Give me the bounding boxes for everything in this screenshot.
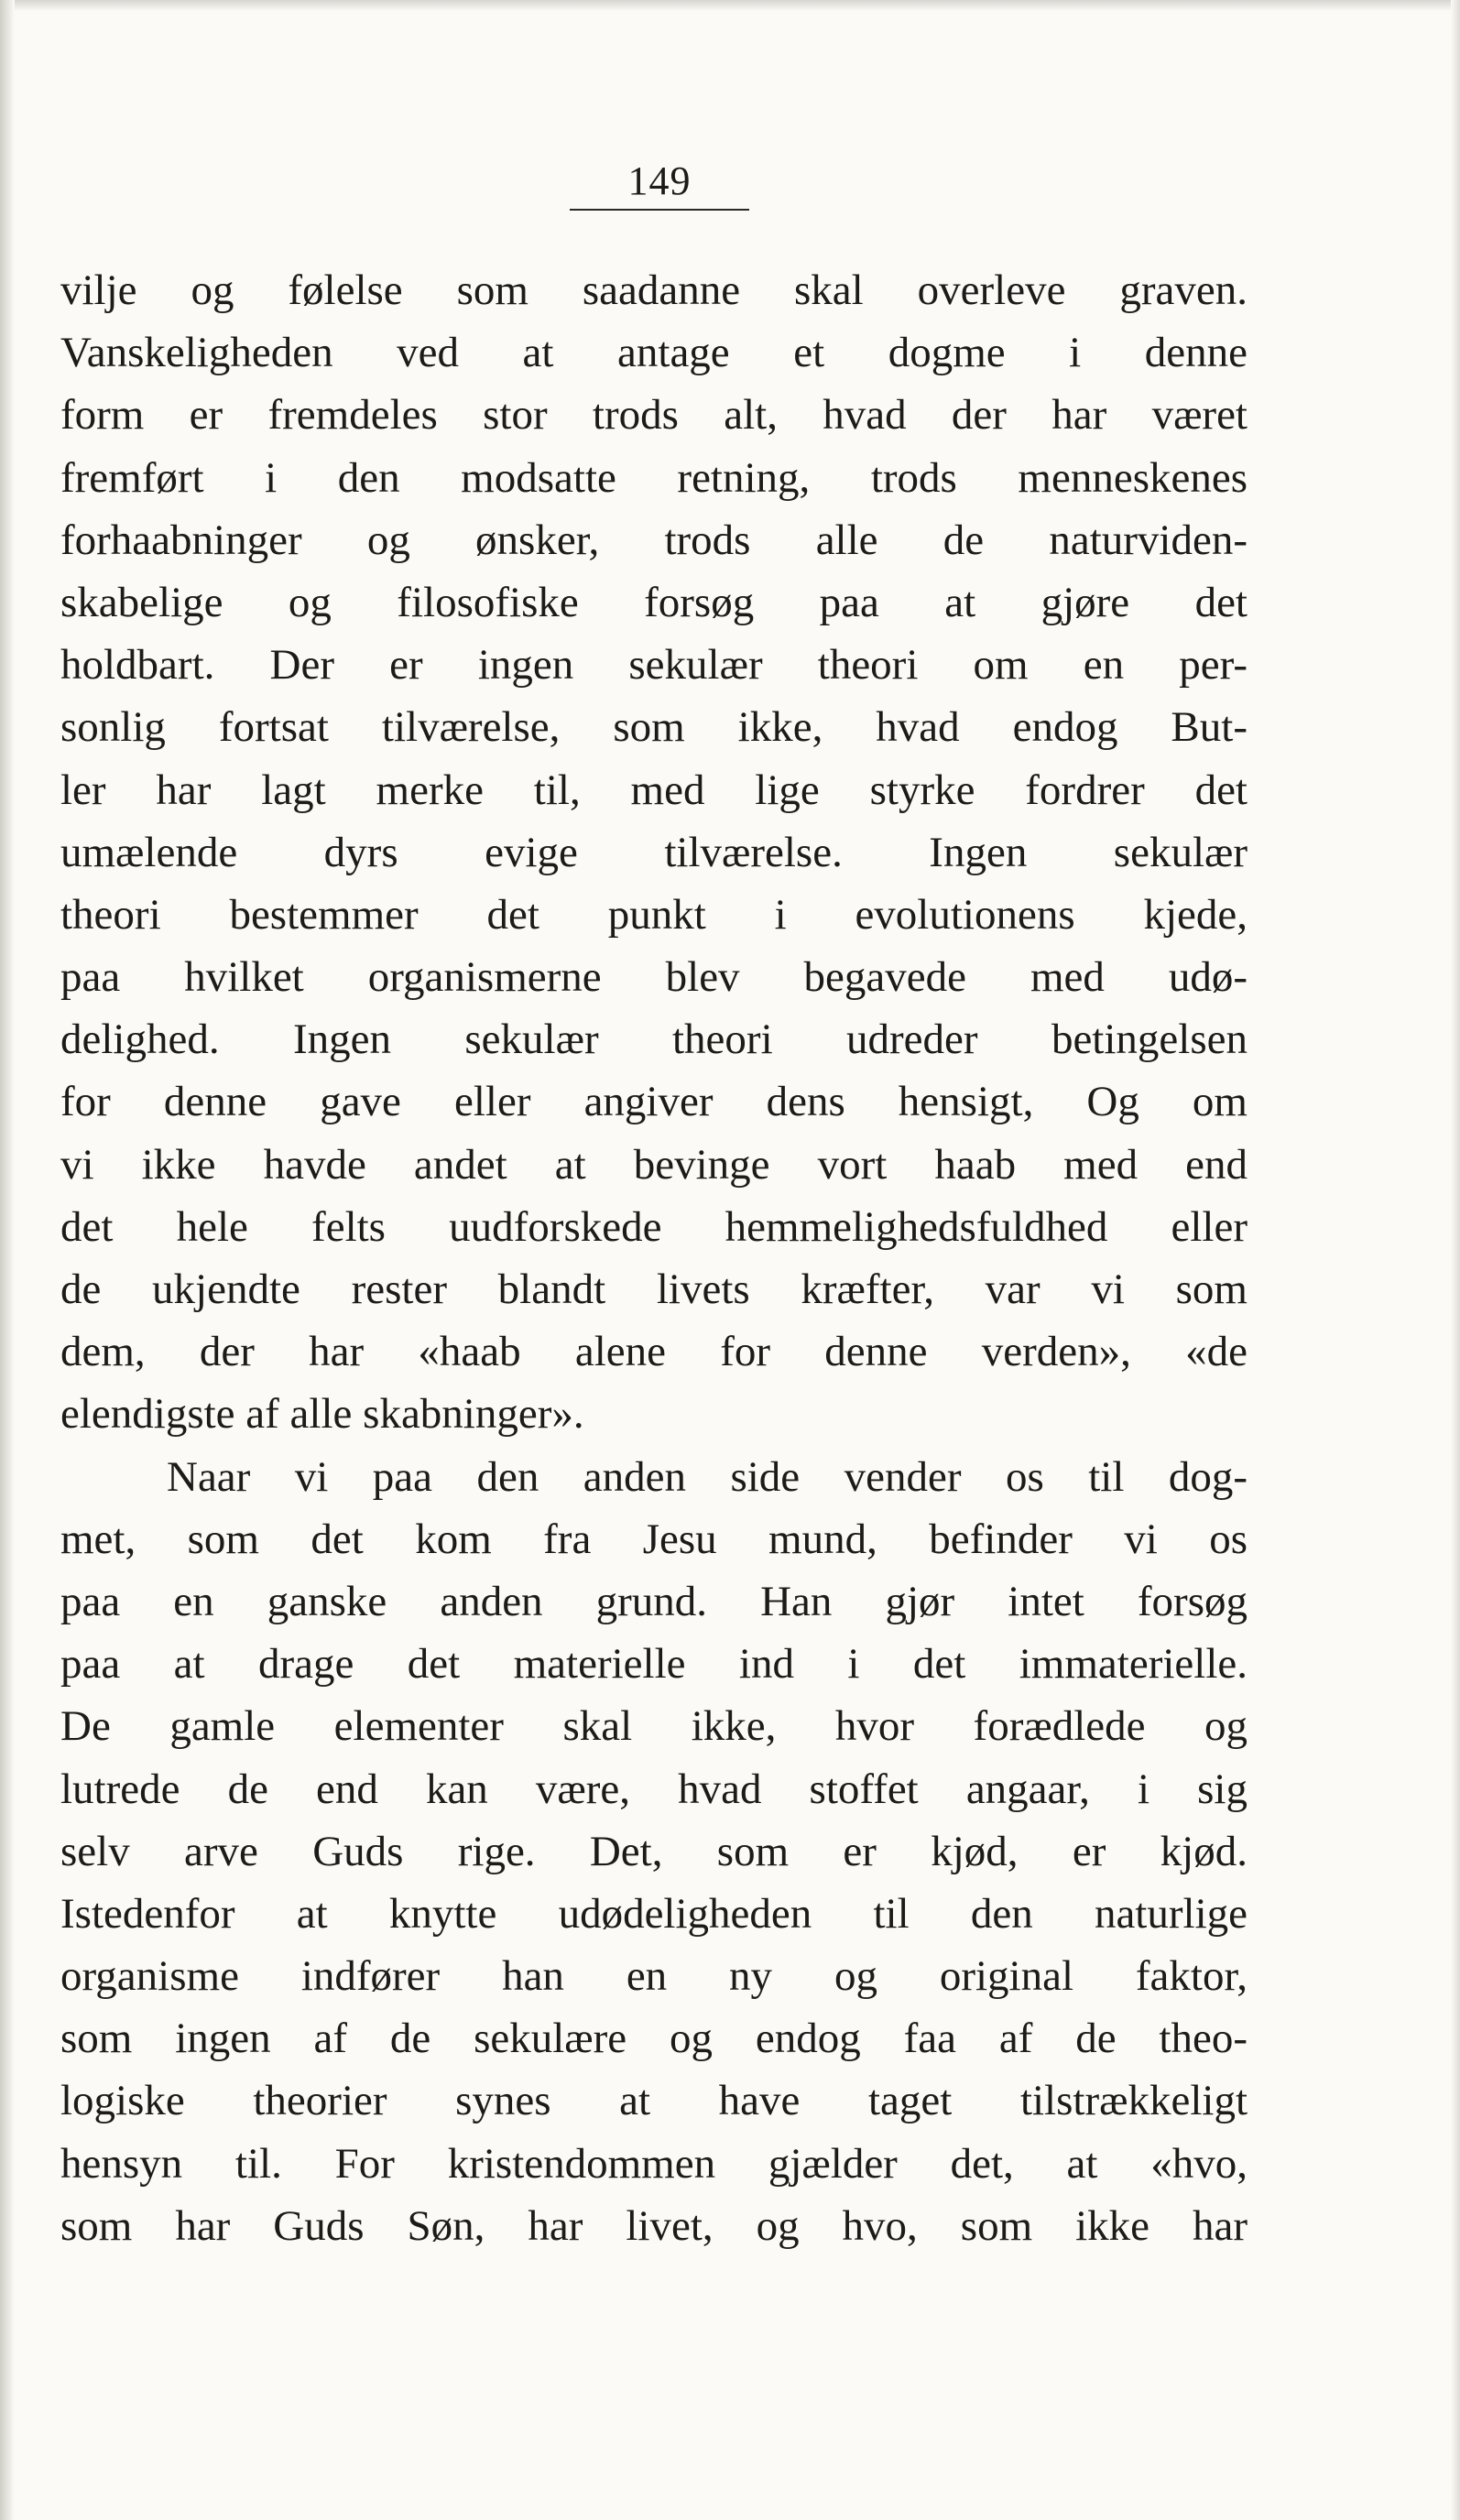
text-line: met, som det kom fra Jesu mund, befinder vi os: [60, 1515, 1248, 1563]
paragraph-start-line: Naar vi paa den anden side vender os til dog-: [167, 1452, 1248, 1501]
text-line: paa en ganske anden grund. Han gjør intet forsøg: [60, 1577, 1248, 1625]
text-line: organisme indfører han en ny og original faktor,: [60, 1952, 1248, 2001]
text-line: det hele felts uudforskede hemmelighedsfuldhed eller: [60, 1202, 1248, 1251]
text-line: for denne gave eller angiver dens hensigt, Og om: [60, 1078, 1248, 1126]
text-line: Vanskeligheden ved at antage et dogme i denne: [60, 329, 1248, 377]
text-line: lutrede de end kan være, hvad stoffet angaar, i sig: [60, 1765, 1248, 1813]
paragraph-end-line: elendigste af alle skabninger».: [60, 1390, 584, 1439]
text-line: vi ikke havde andet at bevinge vort haab med end: [60, 1140, 1248, 1189]
text-line: skabelige og filosofiske forsøg paa at gjøre det: [60, 578, 1248, 626]
page-edge-left: [0, 0, 15, 2520]
page-edge-top: [0, 0, 1460, 11]
text-line: ler har lagt merke til, med lige styrke fordrer det: [60, 766, 1248, 814]
text-line: forhaabninger og ønsker, trods alle de naturviden-: [60, 516, 1248, 564]
text-line: theori bestemmer det punkt i evolutionens kjede,: [60, 890, 1248, 939]
text-line: Istedenfor at knytte udødeligheden til den naturlige: [60, 1889, 1248, 1938]
text-line: paa hvilket organismerne blev begavede med udø-: [60, 953, 1248, 1002]
text-line: vilje og følelse som saadanne skal overleve graven.: [60, 266, 1248, 314]
page-number-underline: [570, 209, 749, 211]
text-line: form er fremdeles stor trods alt, hvad der har været: [60, 391, 1248, 440]
text-line: sonlig fortsat tilværelse, som ikke, hvad endog But-: [60, 703, 1248, 752]
text-line: dem, der har «haab alene for denne verden», «de: [60, 1328, 1248, 1376]
text-line: selv arve Guds rige. Det, som er kjød, er kjød.: [60, 1827, 1248, 1875]
page-number: 149: [627, 158, 692, 203]
text-line: som ingen af de sekulære og endog faa af de theo-: [60, 2015, 1248, 2063]
text-line: hensyn til. For kristendommen gjælder det, at «hvo,: [60, 2139, 1248, 2188]
text-line: umælende dyrs evige tilværelse. Ingen sekulær: [60, 828, 1248, 876]
text-line: som har Guds Søn, har livet, og hvo, som ikke har: [60, 2201, 1248, 2250]
page-edge-right: [1451, 0, 1460, 2520]
body-text: [60, 259, 1248, 2257]
text-line: delighed. Ingen sekulær theori udreder betingelsen: [60, 1016, 1248, 1064]
text-line: fremført i den modsatte retning, trods menneskenes: [60, 453, 1248, 502]
text-line: logiske theorier synes at have taget tilstrækkeligt: [60, 2077, 1248, 2125]
text-line: holdbart. Der er ingen sekulær theori om en per-: [60, 641, 1248, 690]
text-line: De gamle elementer skal ikke, hvor forædlede og: [60, 1702, 1248, 1751]
text-line: de ukjendte rester blandt livets kræfter, var vi som: [60, 1265, 1248, 1313]
text-line: paa at drage det materielle ind i det immaterielle.: [60, 1640, 1248, 1689]
